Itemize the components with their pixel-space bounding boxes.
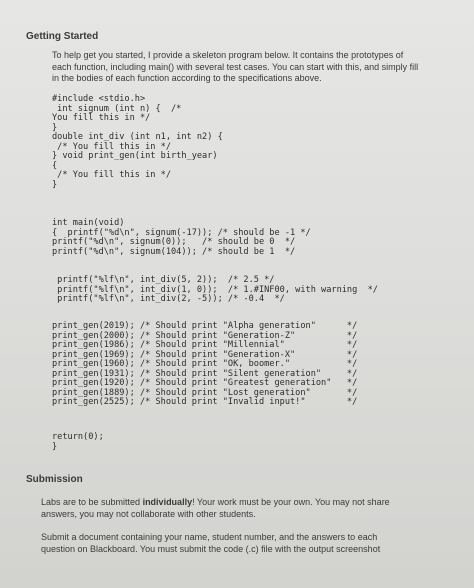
submission-heading: Submission [26,474,83,485]
code-line: /* You fill this in */ [52,141,171,152]
code-block-return [52,433,104,452]
code-block-int-div [52,276,378,305]
code-line: printf("%lf\n", int_div(1, 0)); /* 1.#INF00, with warning */ [52,284,378,295]
submission-line: question on Blackboard. You must submit the code (.c) file with the output screenshot [41,543,381,554]
code-line: /* You fill this in */ [52,170,171,181]
code-block-main-signum [52,219,311,257]
code-block-print-gen [52,322,357,408]
getting-started-heading: Getting Started [26,31,99,42]
code-line: print_gen(1986); /* Should print "Millennial" */ [52,340,358,351]
submission-line [41,497,390,509]
code-line: } [52,122,58,133]
code-line: { printf("%d\n", signum(-17)); /* should be -1 */ [52,227,311,238]
intro-line: in the bodies of each function according to the specifications above. [52,73,322,83]
code-line: #include <stdio.h> [52,94,146,104]
intro-line: To help get you started, I provide a skeleton program below. It contains the prototypes of [52,50,404,60]
intro-line: each function, including main() with several test cases. You can start with this, and simply fill [52,61,419,72]
code-line: int main(void) [52,218,125,228]
code-line: { [52,160,58,171]
code-line: print_gen(2019); /* Should print "Alpha generation" */ [52,321,358,331]
code-line: } [52,441,58,452]
code-line: print_gen(1889); /* Should print "Lost generation" */ [52,387,358,398]
code-line: } void print_gen(int birth_year) [52,151,218,162]
code-line: print_gen(2000); /* Should print "Generation-Z" */ [52,330,358,341]
code-line: printf("%d\n", signum(104)); /* should be 1 */ [52,246,296,257]
submission-text: ! Your work must be your own. You may not share [192,497,390,507]
code-line: printf("%d\n", signum(0)); /* should be 0 */ [52,237,296,248]
submission-text: Labs are to be submitted [41,497,143,507]
code-line: int signum (int n) { /* [52,103,182,114]
code-line: printf("%lf\n", int_div(2, -5)); /* -0.4 */ [52,294,285,305]
intro-paragraph [52,50,418,85]
code-line: } [52,179,58,190]
submission-paragraph-2 [41,532,380,555]
individually-emphasis: individually [142,497,193,507]
code-line: print_gen(1920); /* Should print "Greatest generation" */ [52,378,358,389]
code-line: return(0); [52,432,104,442]
submission-paragraph-1 [41,497,390,520]
code-line: You fill this in */ [52,113,151,124]
code-line: printf("%lf\n", int_div(5, 2)); /* 2.5 */ [52,275,275,285]
submission-line: Submit a document containing your name, student number, and the answers to each [41,532,378,542]
submission-line: answers, you may not collaborate with other students. [41,508,256,519]
code-block-prototypes [52,95,223,190]
code-line: print_gen(1931); /* Should print "Silent generation" */ [52,368,358,379]
code-line: print_gen(1960); /* Should print "OK, boomer." */ [52,359,358,370]
code-line: print_gen(2525); /* Should print "Invalid input!" */ [52,397,358,408]
code-line: double int_div (int n1, int n2) { [52,132,223,143]
code-line: print_gen(1969); /* Should print "Generation-X" */ [52,349,358,360]
